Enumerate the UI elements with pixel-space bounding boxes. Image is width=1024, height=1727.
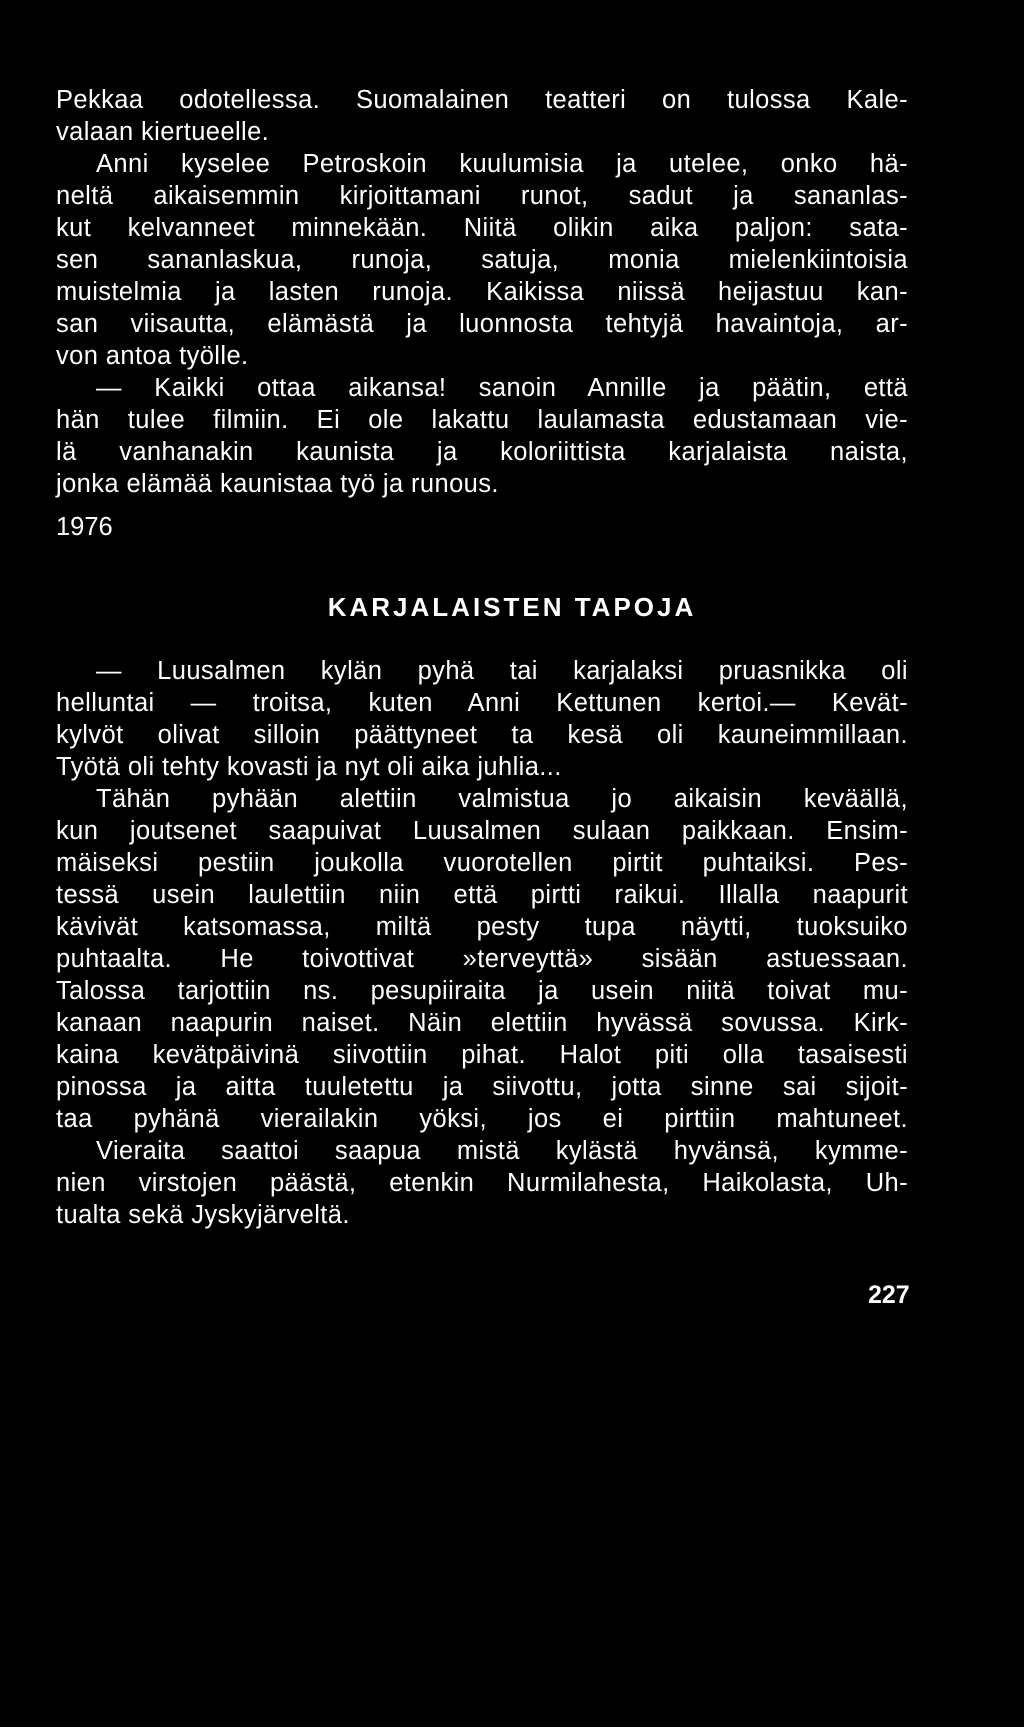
text-line: valaan kiertueelle.	[56, 118, 270, 146]
text-line: tualta sekä Jyskyjärveltä.	[56, 1201, 350, 1229]
page-number: 227	[868, 1281, 910, 1309]
text-line: pinossa ja aitta tuuletettu ja siivottu, jotta sinne sai sijoit-	[56, 1073, 908, 1101]
text-line: Työtä oli tehty kovasti ja nyt oli aika juhlia...	[56, 753, 562, 781]
section-heading: KARJALAISTEN TAPOJA	[327, 592, 697, 622]
text-line: — Luusalmen kylän pyhä tai karjalaksi pruasnikka oli	[96, 657, 908, 685]
text-line: kylvöt olivat silloin päättyneet ta kesä oli kauneimmillaan.	[56, 721, 908, 749]
text-line: lä vanhanakin kaunista ja koloriittista karjalaista naista,	[56, 438, 908, 466]
text-line: hän tulee filmiin. Ei ole lakattu laulamasta edustamaan vie-	[56, 406, 908, 434]
text-line: Pekkaa odotellessa. Suomalainen teatteri on tulossa Kale-	[56, 86, 908, 114]
text-line: puhtaalta. He toivottivat »terveyttä» sisään astuessaan.	[56, 945, 908, 973]
text-line: — Kaikki ottaa aikansa! sanoin Annille ja päätin, että	[96, 374, 908, 402]
text-line: taa pyhänä vierailakin yöksi, jos ei pirttiin mahtuneet.	[56, 1105, 908, 1133]
text-line: muistelmia ja lasten runoja. Kaikissa niissä heijastuu kan-	[56, 278, 908, 306]
text-line: neltä aikaisemmin kirjoittamani runot, sadut ja sananlas-	[56, 182, 908, 210]
text-line: kun joutsenet saapuivat Luusalmen sulaan paikkaan. Ensim-	[56, 817, 908, 845]
text-line: san viisautta, elämästä ja luonnosta tehtyjä havaintoja, ar-	[56, 310, 908, 338]
text-line: Anni kyselee Petroskoin kuulumisia ja utelee, onko hä-	[96, 150, 908, 178]
text-line: Talossa tarjottiin ns. pesupiiraita ja usein niitä toivat mu-	[56, 977, 908, 1005]
text-line: kaina kevätpäivinä siivottiin pihat. Halot piti olla tasaisesti	[56, 1041, 908, 1069]
text-line: jonka elämää kaunistaa työ ja runous.	[56, 470, 499, 498]
text-line: mäiseksi pestiin joukolla vuorotellen pirtit puhtaiksi. Pes-	[56, 849, 908, 877]
year-label: 1976	[56, 513, 113, 541]
text-line: Vieraita saattoi saapua mistä kylästä hyvänsä, kymme-	[96, 1137, 908, 1165]
text-line: kanaan naapurin naiset. Näin elettiin hyvässä sovussa. Kirk-	[56, 1009, 908, 1037]
text-line: kut kelvanneet minnekään. Niitä olikin aika paljon: sata-	[56, 214, 908, 242]
text-line: helluntai — troitsa, kuten Anni Kettunen kertoi.— Kevät-	[56, 689, 908, 717]
text-line: sen sananlaskua, runoja, satuja, monia mielenkiintoisia	[56, 246, 908, 274]
text-line: tessä usein laulettiin niin että pirtti raikui. Illalla naapurit	[56, 881, 908, 909]
text-line: kävivät katsomassa, miltä pesty tupa näytti, tuoksuiko	[56, 913, 908, 941]
text-line: nien virstojen päästä, etenkin Nurmilahesta, Haikolasta, Uh-	[56, 1169, 908, 1197]
text-line: Tähän pyhään alettiin valmistua jo aikaisin keväällä,	[96, 785, 908, 813]
text-line: von antoa työlle.	[56, 342, 249, 370]
